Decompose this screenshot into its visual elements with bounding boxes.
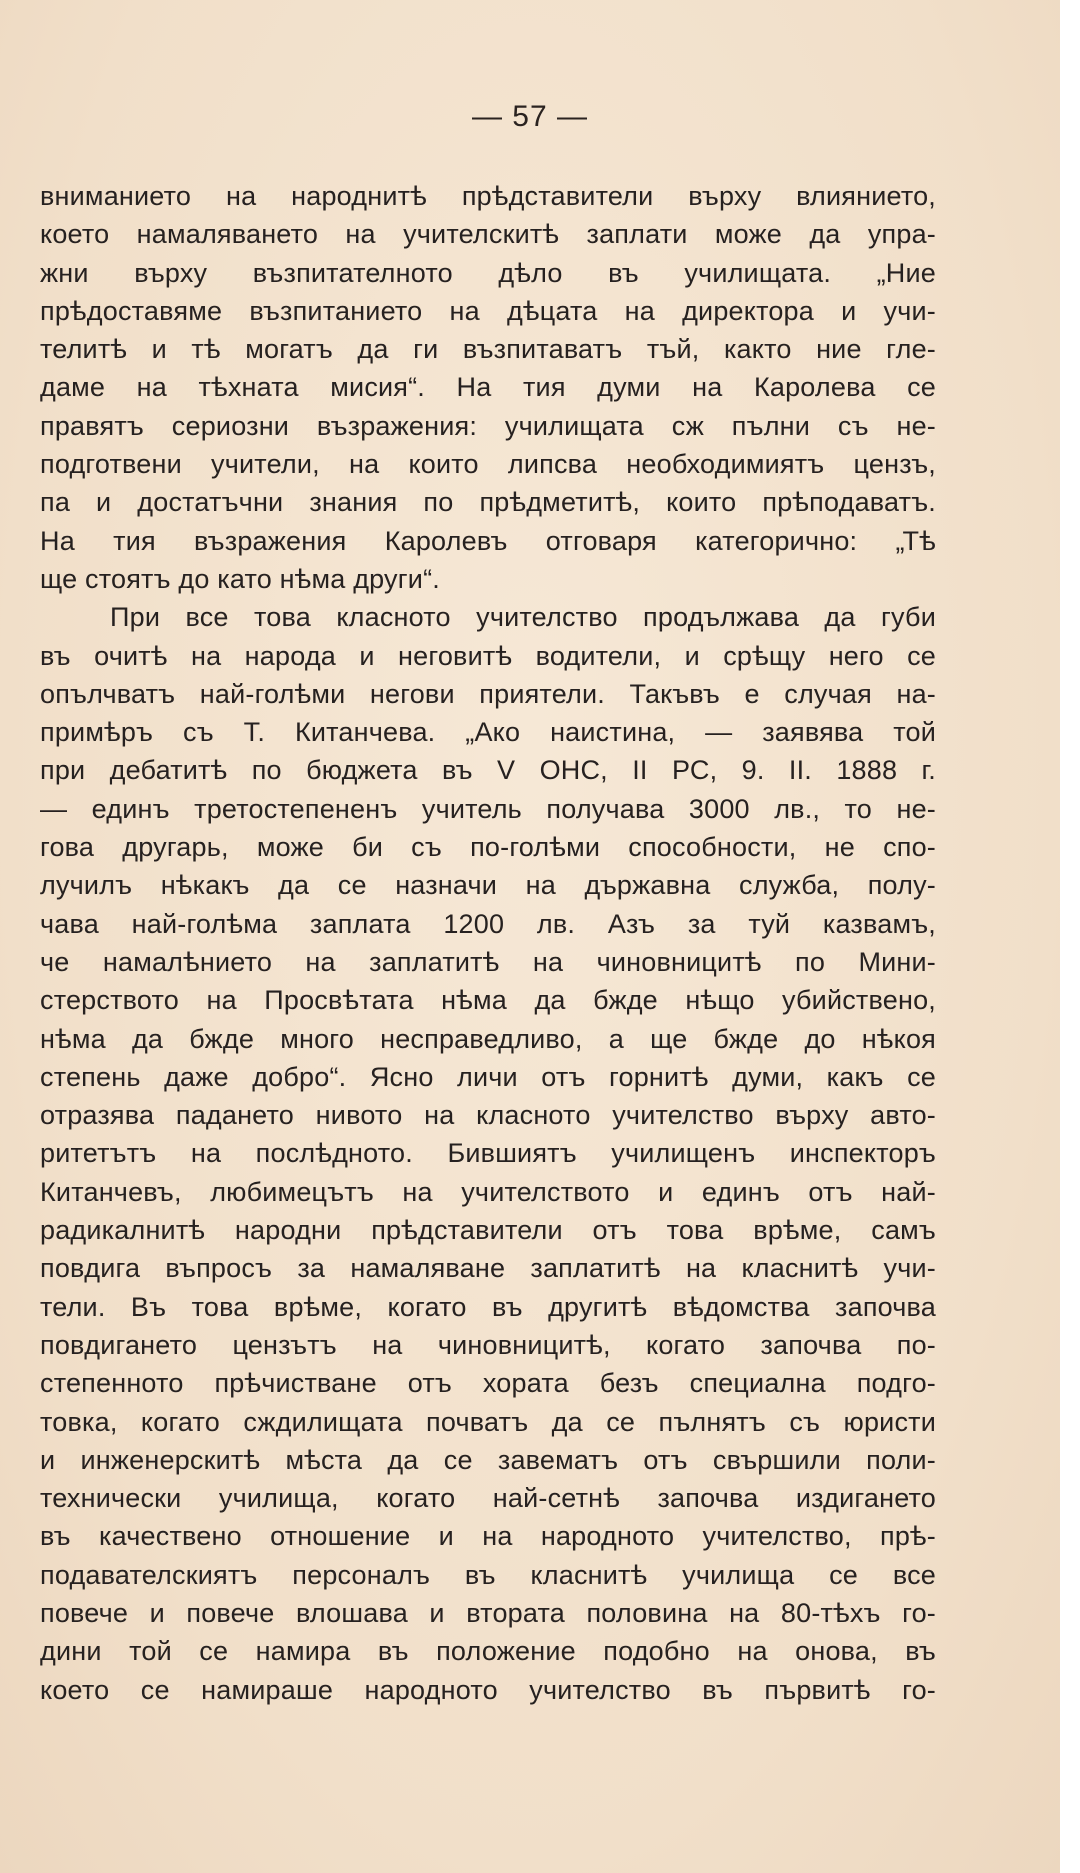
text-line: На тия възражения Каролевъ отговаря категорично: „Тѣ bbox=[40, 525, 936, 556]
text-line: че намалѣнието на заплатитѣ на чиновницитѣ по Мини- bbox=[40, 946, 936, 977]
page-number: — 57 — bbox=[471, 100, 589, 133]
text-line: товка, когато сждилищата почватъ да се пълнятъ съ юристи bbox=[40, 1406, 936, 1437]
text-line: ритетътъ на послѣдното. Бившиятъ училищенъ инспекторъ bbox=[40, 1138, 936, 1169]
text-line: въ качествено отношение и на народното учителство, прѣ- bbox=[40, 1521, 936, 1552]
text-line: радикалнитѣ народни прѣдставители отъ това врѣме, самъ bbox=[40, 1215, 936, 1246]
text-line: даме на тѣхната мисия“. На тия думи на Каролева се bbox=[40, 372, 936, 403]
text-line: повдига въпросъ за намаляване заплатитѣ на класнитѣ учи- bbox=[40, 1253, 936, 1284]
text-line: Китанчевъ, любимецътъ на учителството и единъ отъ най- bbox=[40, 1176, 936, 1207]
text-line: опълчватъ най-голѣми негови приятели. Такъвъ е случая на- bbox=[40, 678, 936, 709]
text-line: подготвени учители, на които липсва необходимиятъ цензъ, bbox=[40, 449, 936, 480]
text-line: чава най-голѣма заплата 1200 лв. Азъ за туй казвамъ, bbox=[40, 908, 936, 939]
text-line: степень даже добро“. Ясно личи отъ горнитѣ думи, какъ се bbox=[40, 1061, 936, 1092]
text-line: което намаляването на учителскитѣ заплати може да упра- bbox=[40, 219, 936, 250]
text-line: което се намираше народното учителство въ първитѣ го- bbox=[40, 1674, 936, 1705]
text-line: жни върху възпитателното дѣло въ училищата. „Ние bbox=[40, 257, 936, 288]
body-text bbox=[40, 177, 936, 1709]
text-line: телитѣ и тѣ могатъ да ги възпитаватъ тъй, както ние гле- bbox=[40, 334, 936, 365]
text-line: лучилъ нѣкакъ да се назначи на държавна служба, полу- bbox=[40, 870, 936, 901]
text-line: подавателскиятъ персоналъ въ класнитѣ училища се все bbox=[40, 1559, 936, 1590]
text-line: правятъ сериозни възражения: училищата сж пълни съ не- bbox=[40, 410, 936, 441]
text-line: нѣма да бжде много несправедливо, а ще бжде до нѣкоя bbox=[40, 1023, 936, 1054]
text-line: При все това класното учителство продължава да губи bbox=[110, 602, 936, 633]
text-line: па и достатъчни знания по прѣдметитѣ, които прѣподаватъ. bbox=[40, 487, 936, 518]
text-line: стерството на Просвѣтата нѣма да бжде нѣщо убийствено, bbox=[40, 985, 936, 1016]
text-line: прѣдоставяме възпитанието на дѣцата на директора и учи- bbox=[40, 295, 936, 326]
text-line: тели. Въ това врѣме, когато въ другитѣ вѣдомства започва bbox=[40, 1291, 936, 1322]
text-line: технически училища, когато най-сетнѣ започва издигането bbox=[40, 1483, 936, 1514]
text-line: повече и повече влошава и втората половина на 80-тѣхъ го- bbox=[40, 1597, 936, 1628]
page-margin bbox=[1060, 0, 1080, 1873]
text-line: ще стоятъ до като нѣма други“. bbox=[40, 563, 440, 594]
text-line: отразява падането нивото на класното учителство върху авто- bbox=[40, 1100, 936, 1131]
text-line: въ очитѣ на народа и неговитѣ водители, и срѣщу него се bbox=[40, 640, 936, 671]
text-line: дини той се намира въ положение подобно на онова, въ bbox=[40, 1636, 936, 1667]
text-line: — единъ третостепененъ учитель получава 3000 лв., то не- bbox=[40, 793, 936, 824]
text-line: вниманието на народнитѣ прѣдставители върху влиянието, bbox=[40, 181, 936, 211]
text-line: повдигането цензътъ на чиновницитѣ, когато започва по- bbox=[40, 1329, 936, 1360]
text-line: степенното прѣчистване отъ хората безъ специална подго- bbox=[40, 1368, 936, 1399]
text-line: при дебатитѣ по бюджета въ V ОНС, II РС, 9. II. 1888 г. bbox=[40, 755, 936, 786]
text-line: гова другарь, може би съ по-голѣми способности, не спо- bbox=[40, 832, 936, 863]
text-line: примѣръ съ Т. Китанчева. „Ако наистина, — заявява той bbox=[40, 717, 936, 748]
text-line: и инженерскитѣ мѣста да се завематъ отъ свършили поли- bbox=[40, 1444, 936, 1475]
